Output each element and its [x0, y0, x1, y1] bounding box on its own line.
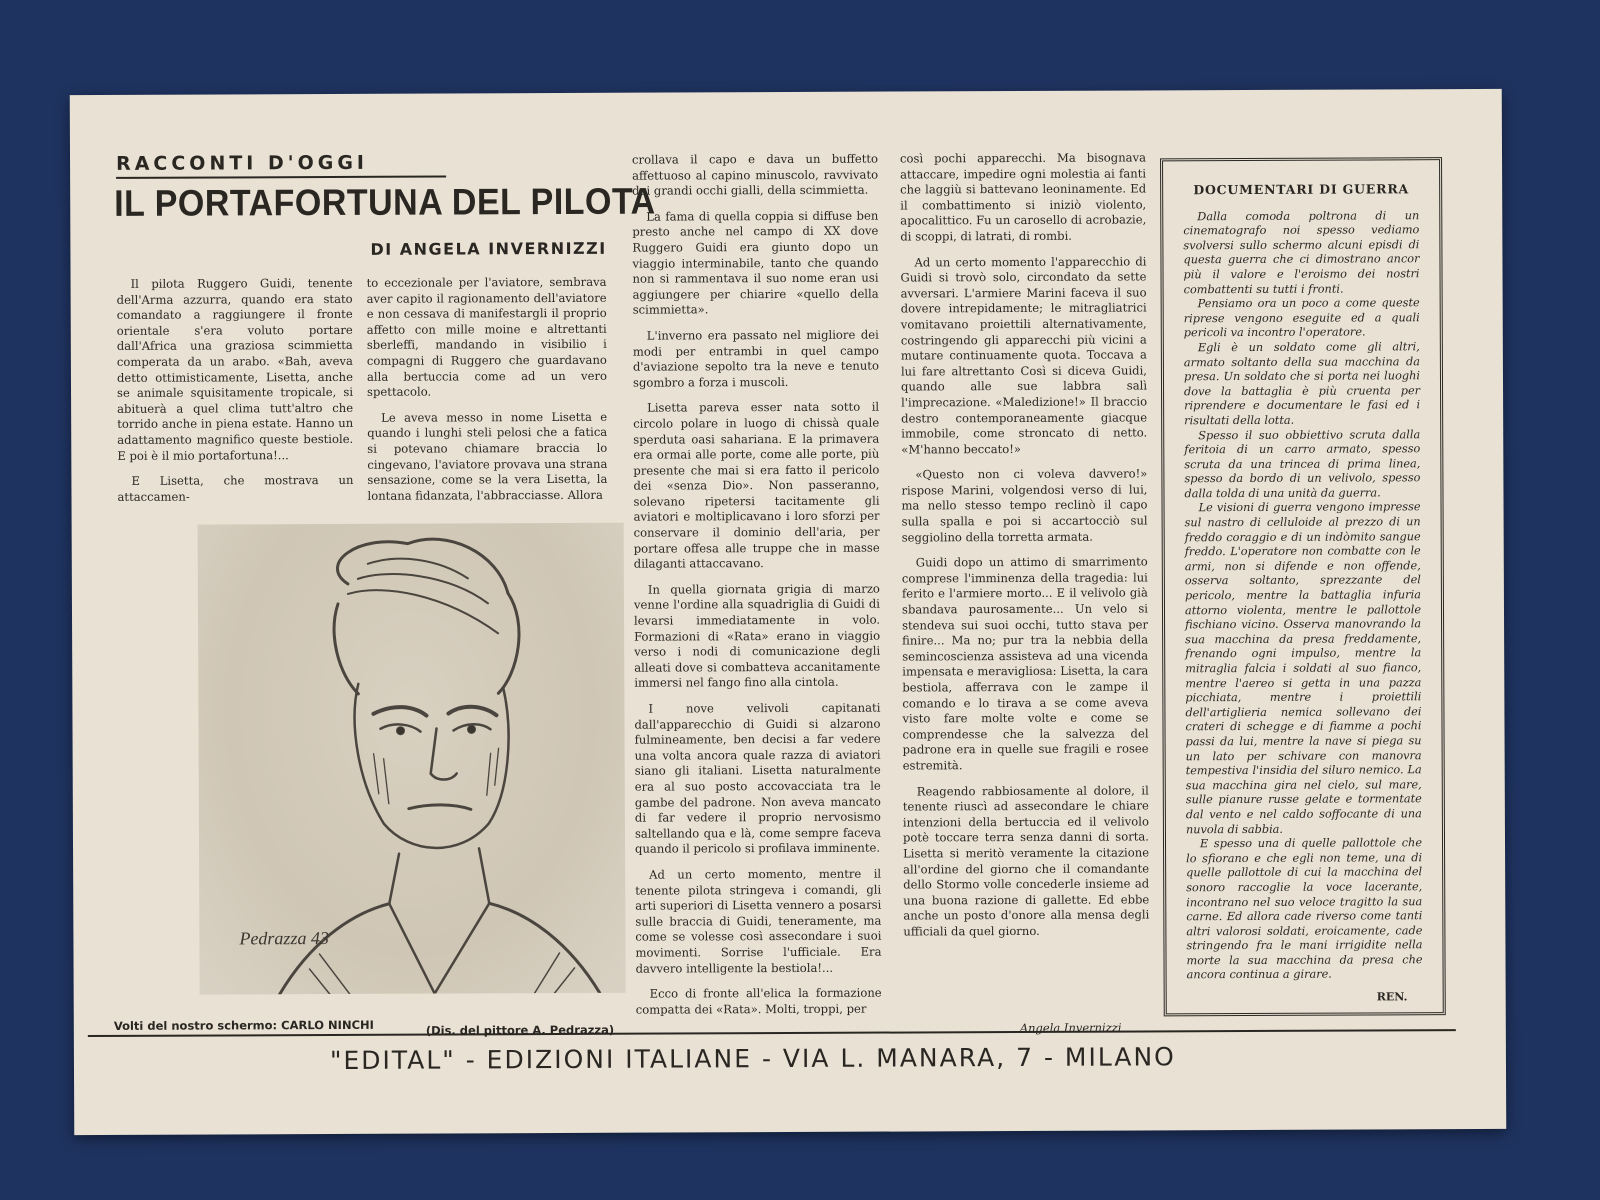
- paragraph: Il pilota Ruggero Guidi, tenente dell'Arma azzurra, quando era stato comandato a raggiungere il fronte orientale s'era voluto portare dall'Africa una graziosa scimmietta comperata da un arabo. «Bah, aveva detto ottimisticamente, Lisetta, anche se animale squisitamente tropicale, si abituerà a quel clima tutt'altro che torrido anche in piena estate. Hanno un adattamento magnifico queste bestiole. E poi è il mio portafortuna!...: [116, 275, 354, 463]
- paragraph: Lisetta pareva esser nata sotto il circolo polare in luogo di chissà quale sperduta oasi sahariana. E la primavera era ormai alle porte, come alle porte, più presente che mai si era fatto il pericolo dei «senza Dio». Non passeranno, solevano ripetersi tacitamente gli aviatori e moltiplicavano i loro sforzi per conservare il dominio dell'aria, per portare offesa alle truppe che in masse dilaganti attaccavano.: [633, 399, 880, 571]
- sidebar-paragraph: Spesso il suo obbiettivo scruta dalla feritoia di un carro armato, spesso scruta da una trincea di prima linea, spesso da bordo di un velivolo, spesso dalla tolda di una unità da guerra.: [1184, 427, 1421, 501]
- paragraph: Ad un certo momento, mentre il tenente pilota stringeva i comandi, gli arti superiori di Lisetta vennero a posarsi sulle braccia di Guidi, teneramente, ma come se volesse così assecondare i suoi movimenti. Sorrise l'ufficiale. Era davvero intelligente la bestiola!...: [635, 866, 882, 976]
- sidebar-paragraph: Pensiamo ora un poco a come queste riprese vengono eseguite ed a quali pericoli va incontro l'operatore.: [1183, 296, 1420, 340]
- portrait-credit: (Dis. del pittore A. Pedrazza): [425, 1022, 615, 1038]
- paragraph: Ad un certo momento l'apparecchio di Guidi si trovò solo, circondato da sette avversari. L'armiere Marini faceva il suo dovere intrepidamente; le mitragliatrici vomitavano proiettili alternativamente, costringendo gli apparecchi più vicini a mutare continuamente quota. Toccava a lui fare altrettanto Così si diceva Guidi, quando alle sue labbra salì l'imprecazione. «Maledizione!» Il braccio destro contemporaneamente giacque immobile, come stroncato di netto. «M'hanno beccato!»: [900, 253, 1148, 457]
- sidebar-paragraph: Le visioni di guerra vengono impresse sul nastro di celluloide al prezzo di un freddo coraggio e di un indòmito sangue freddo. L'operatore non combatte con le armi, non si difende e non offende, osserva soltanto, sprezzante del pericolo, mentre la battaglia infuria attorno violenta, mentre le pallottole fischiano vicino. Osserva manovrando la sua macchina da presa freddamente, frenando ogni impulso, mentre la mitraglia falcia i soldati al suo fianco, mentre l'aereo si getta in una pazza picchiata, mentre i proiettili dell'artiglieria nemica sollevano dei crateri di schegge e di fiamme a pochi passi da lui, mentre la nave si piega su un lato per schivare con manovra tempestiva l'insidia del siluro nemico. La sua macchina gira nel cielo, sul mare, sulle pianure russe gelate e tormentate dal vento e nel caldo soffocante di una nuvola di sabbia.: [1184, 500, 1422, 836]
- paragraph: E Lisetta, che mostrava un attaccamen-: [117, 473, 354, 504]
- newspaper-page: [70, 89, 1507, 1135]
- paragraph: I nove velivoli capitanati dall'apparecchio di Guidi si alzarono fulmineamente, ben decisi a far vedere una volta ancora quale razza di aviatori siano gli italiani. Lisetta naturalmente era al suo posto accovacciata tra le gambe del padrone. Non aveva mancato di far vedere il proprio nervosismo saltellando qua e là, come sempre faceva quando il pericolo si profilava imminente.: [634, 700, 881, 857]
- paragraph: Guidi dopo un attimo di smarrimento comprese l'imminenza della tragedia: lui ferito e l'armiere morto... E il velivolo già sbandava paurosamente... Un velo si stendeva sui suoi occhi, tutto stava per finire... Ma no; pur tra la nebbia della semincoscienza assisteva ad una vicenda impensata e meravigliosa: Lisetta, la cara bestiola, afferrava con le zampe il comando e lo tirava a se come aveva visto fare molte volte e come se comprendesse che la salvezza del padrone era in quelle sue fragili e rosee estremità.: [901, 554, 1149, 773]
- paragraph: to eccezionale per l'aviatore, sembrava aver capito il ragionamento dell'aviatore e non cessava di manifestargli il proprio affetto con mille moine e altrettanti sberleffi, mandando in visibilio i compagni di Ruggero che guardavano alla bertuccia come ad un vero spettacolo.: [366, 274, 607, 399]
- paragraph: Reagendo rabbiosamente al dolore, il tenente riuscì ad assecondare le chiare intenzioni della bertuccia ed il velivolo potè toccare terra senza danni di sorta. Lisetta si meritò veramente la citazione all'ordine del giorno che il comandante dello Stormo volle concederle insieme ad una buona razione di gallette. Ed ebbe anche un posto d'onore alla mensa degli ufficiali da quel giorno.: [902, 782, 1150, 939]
- article-column-1: [117, 276, 354, 515]
- article-column-3: [632, 152, 882, 1028]
- article-headline: IL PORTAFORTUNA DEL PILOTA: [114, 180, 656, 224]
- paragraph: Le aveva messo in nome Lisetta e quando i lunghi steli pelosi che a fatica si potevano chiamare braccia lo cingevano, l'aviatore provava una strana sensazione, come se la vera Lisetta, la lontana fidanzata, l'abbracciasse. Allora: [367, 409, 608, 503]
- paragraph: Ecco di fronte all'elica la formazione compatta dei «Rata». Molti, troppi, per: [635, 985, 882, 1017]
- sidebar-paragraph: Egli è un soldato come gli altri, armato soltanto della sua macchina da presa. Un soldato che si porta nei luoghi dove la battaglia è più cruenta per riprendere e documentare le fasi ed i risultati della lotta.: [1183, 340, 1421, 428]
- portrait-signature: Pedrazza 43: [239, 928, 329, 949]
- publisher-footer: "EDITAL" - EDIZIONI ITALIANE - VIA L. MANARA, 7 - MILANO: [329, 1042, 1176, 1076]
- paragraph: «Questo non ci voleva davvero!» rispose Marini, volgendosi verso di lui, ma nello stesso tempo reclinò il capo sulla spalla e poi si accartocciò sul seggiolino della torretta armata.: [901, 466, 1148, 545]
- sidebar-box-title: DOCUMENTARI DI GUERRA: [1193, 181, 1410, 198]
- portrait-sketch-image: [198, 523, 626, 995]
- sidebar-paragraph: Dalla comoda poltrona di un cinematografo noi spesso vediamo svolversi sullo schermo alcuni episdi di questa guerra che ci dimostrano ancor più il valore e l'eroismo dei nostri combattenti su tutti i fronti.: [1183, 208, 1420, 296]
- section-kicker: RACCONTI D'OGGI: [116, 151, 446, 178]
- paragraph: L'inverno era passato nel migliore dei modi per entrambi in quel campo d'aviazione sepolto tra la neve e tenuto sgombro a forza i muscoli.: [632, 327, 879, 390]
- author-signature: Angela Invernizzi: [1019, 1020, 1122, 1035]
- sidebar-box-content: [1183, 182, 1422, 983]
- sidebar-box: [1160, 157, 1446, 1016]
- article-byline: DI ANGELA INVERNIZZI: [370, 238, 607, 259]
- paragraph: La fama di quella coppia si diffuse ben presto anche nel campo di XX dove Ruggero Guidi era giunto dopo un viaggio interminabile, tanto che quando non si rammentava il suo nome eran usi aggiungere per chiarire «quello della scimmietta».: [632, 208, 879, 318]
- sidebar-paragraph: E spesso una di quelle pallottole che lo sfiorano e che egli non teme, una di quelle pallottole di cui la macchina del sonoro raccoglie la voce lacerante, incontrano nel suo veloce tragitto la sua carne. Ed allora cade riverso come tanti altri valorosi soldati, eroicamente, cade stringendo fra le mani irrigidite nella morte la sua macchina da presa che ancora continua a girare.: [1186, 836, 1423, 982]
- paragraph: In quella giornata grigia di marzo venne l'ordine alla squadriglia di Guidi di levarsi immediatamente in volo. Formazioni di «Rata» erano in viaggio verso i nodi di comunicazione degli alleati dove si combatteva accanitamente immersi nel fango fino alla cintola.: [633, 581, 881, 691]
- paragraph: così pochi apparecchi. Ma bisognava attaccare, impedire ogni molestia ai fanti che laggiù si battevano leoninamente. Ed il combattimento si iniziò violento, apocalittico. Fu un carosello di acrobazie, di scoppi, di latrati, di rombi.: [899, 150, 1147, 244]
- article-column-4: [900, 150, 1149, 950]
- portrait-drawing: [198, 523, 626, 995]
- paragraph: crollava il capo e dava un buffetto affettuoso al capino minuscolo, ravvivato dai grandi occhi gialli, della scimmietta.: [631, 151, 879, 198]
- portrait-caption: Volti del nostro schermo: CARLO NINCHI: [113, 1017, 374, 1033]
- sidebar-box-signature: REN.: [1376, 990, 1408, 1004]
- article-column-2: [367, 275, 608, 514]
